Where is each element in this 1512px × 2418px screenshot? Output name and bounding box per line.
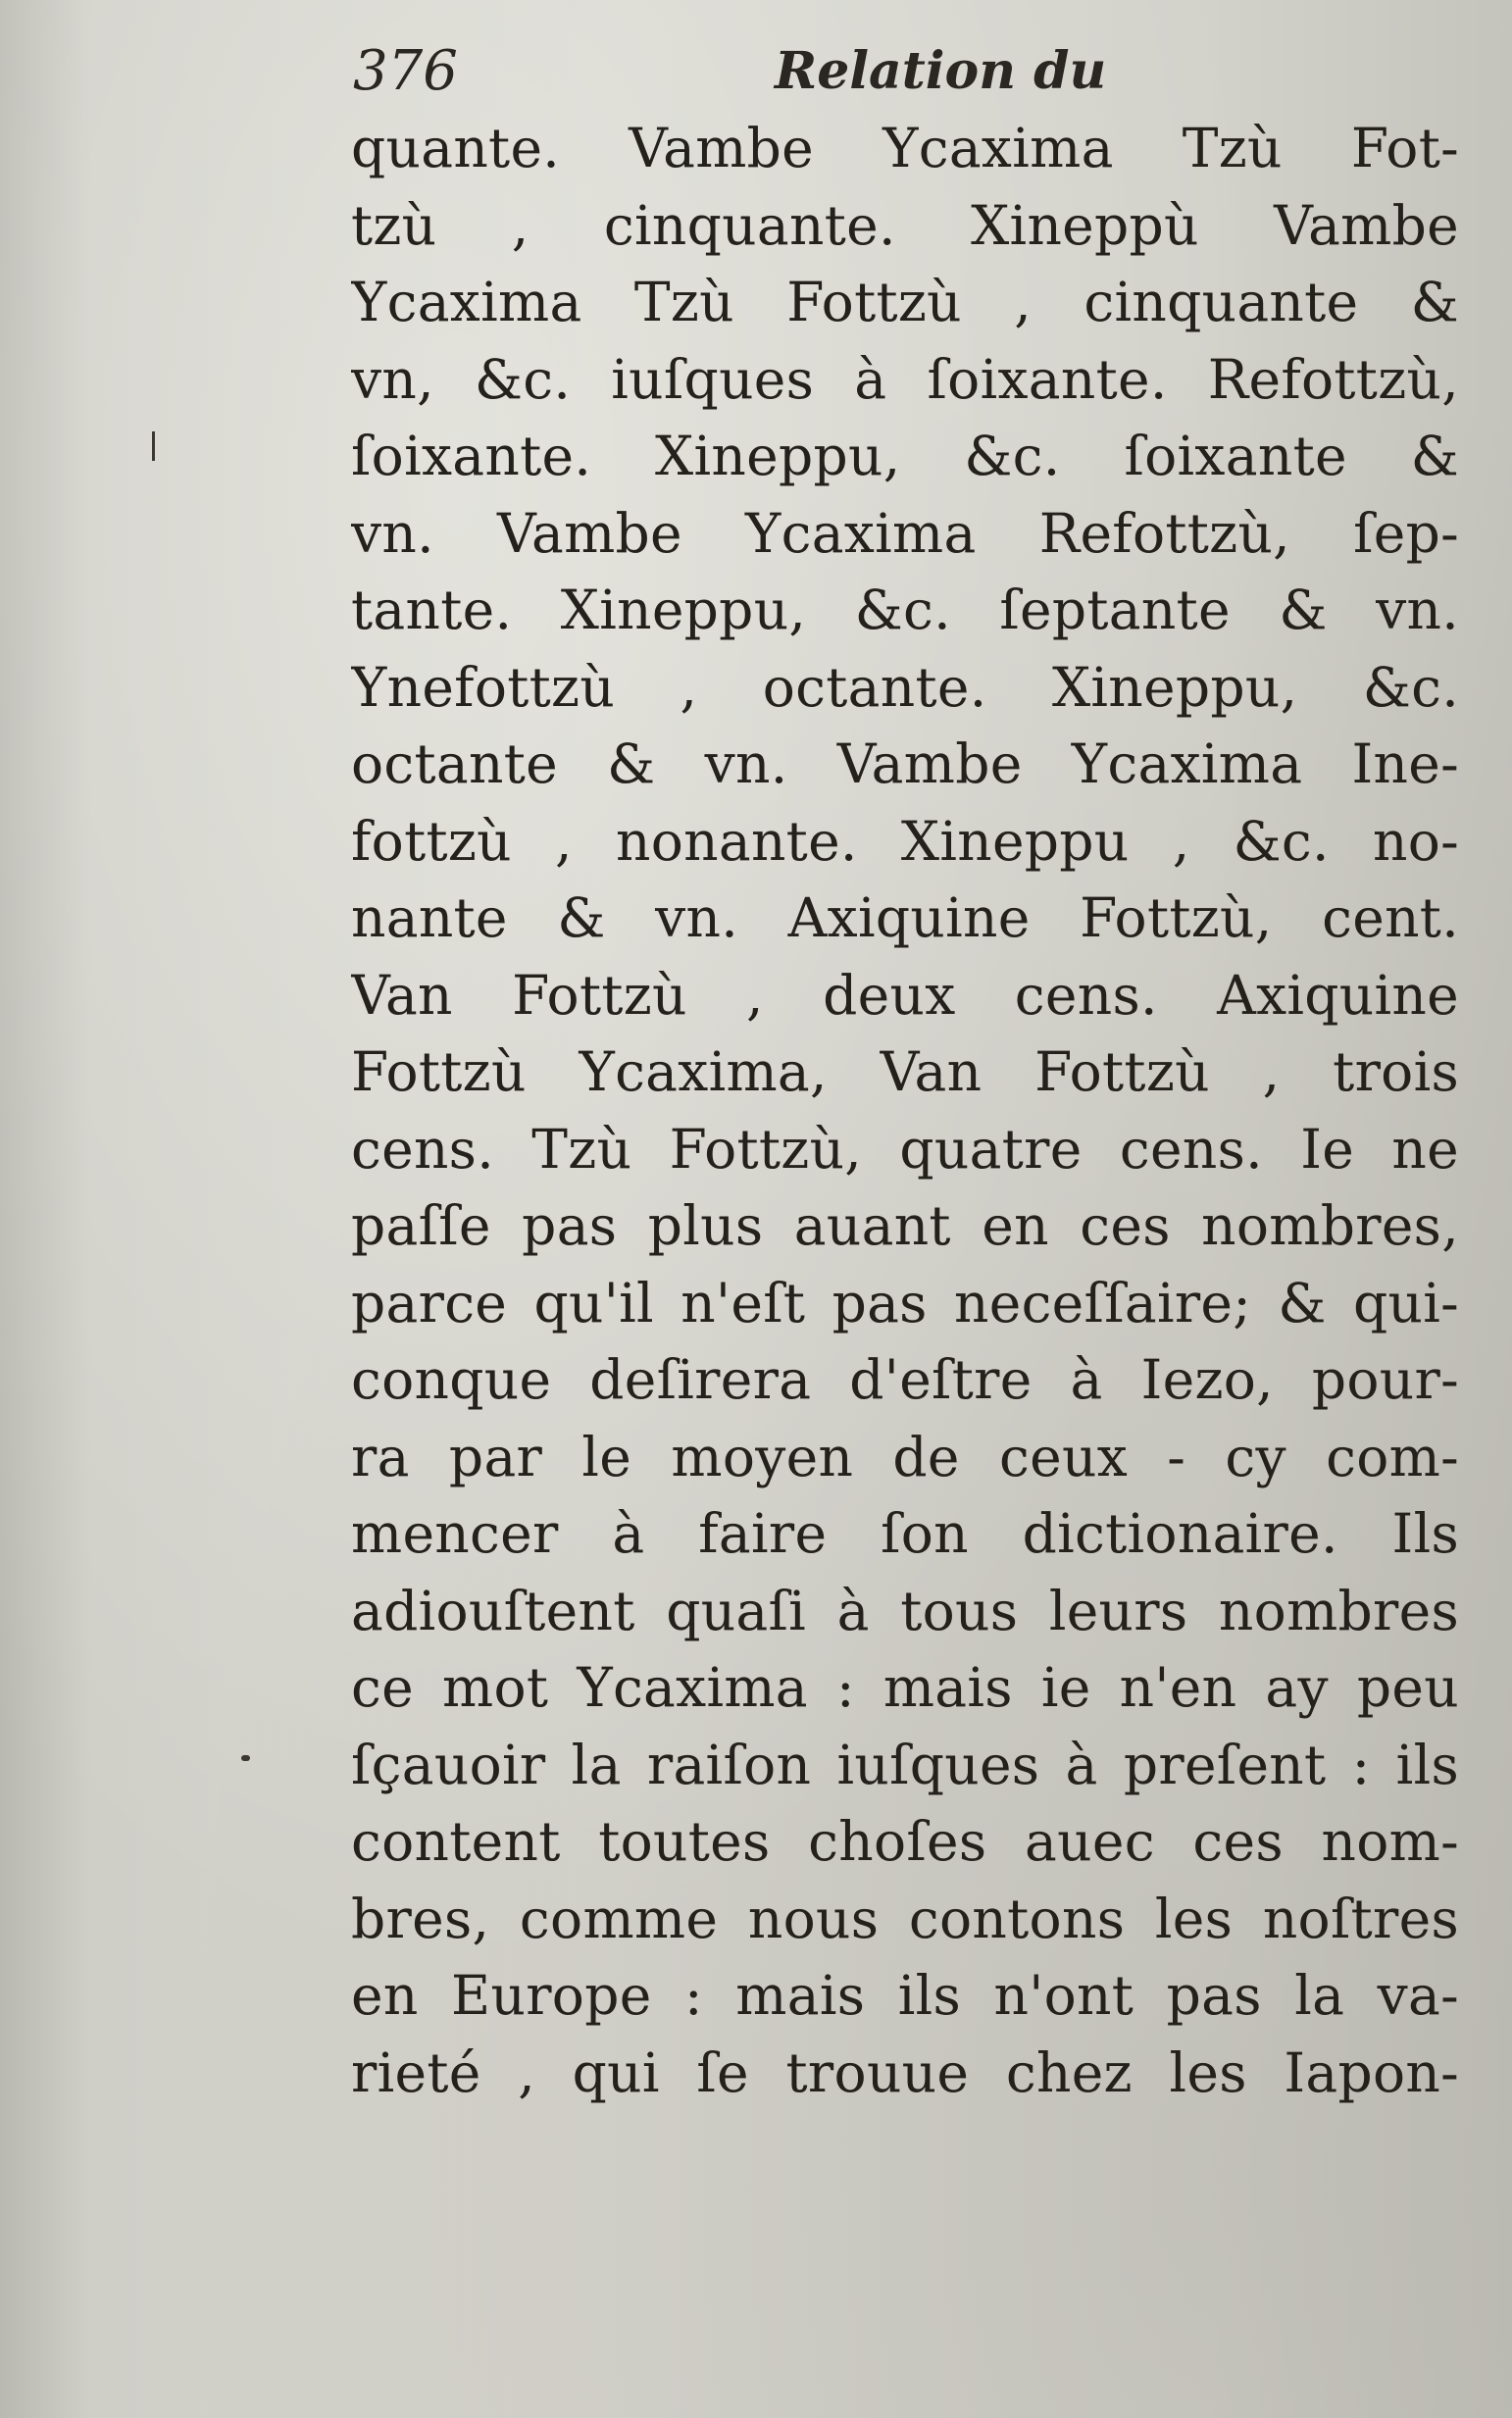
text-line: vn, &c. iuſques à ſoixante. Refottzù, <box>351 347 1459 411</box>
text-line: rieté , qui ſe trouue chez les Iapon- <box>351 2040 1459 2104</box>
text-line: ſçauoir la raiſon iuſques à preſent : ils <box>351 1733 1459 1796</box>
text-line: octante & vn. Vambe Ycaxima Ine- <box>351 732 1459 795</box>
text-line: fottzù , nonante. Xineppu , &c. no- <box>351 809 1459 873</box>
text-line: Ynefottzù , octante. Xineppu, &c. <box>351 655 1459 719</box>
text-line: adiouſtent quaſi à tous leurs nombres <box>351 1579 1459 1642</box>
text-line: bres, comme nous contons les noſtres <box>351 1887 1459 1950</box>
text-line: mencer à faire ſon dictionaire. Ils <box>351 1502 1459 1565</box>
text-line: parce qu'il n'eſt pas neceſſaire; & qui- <box>351 1271 1459 1335</box>
text-line: paſſe pas plus auant en ces nombres, <box>351 1194 1459 1257</box>
text-line: en Europe : mais ils n'ont pas la va- <box>351 1964 1459 2027</box>
text-line: quante. Vambe Ycaxima Tzù Fot- <box>351 117 1459 179</box>
margin-ink-dot <box>241 1755 250 1761</box>
text-line: vn. Vambe Ycaxima Refottzù, ſep- <box>351 501 1459 565</box>
text-line: ſoixante. Xineppu, &c. ſoixante & <box>351 425 1459 487</box>
text-line: Fottzù Ycaxima, Van Fottzù , trois <box>351 1040 1459 1103</box>
text-line: Van Fottzù , deux cens. Axiquine <box>351 963 1459 1027</box>
page-number: 376 <box>353 39 458 103</box>
text-line: conque deſirera d'eſtre à Iezo, pour- <box>351 1348 1459 1411</box>
running-title: Relation du <box>775 41 1107 101</box>
text-line: tante. Xineppu, &c. ſeptante & vn. <box>351 579 1459 641</box>
text-line: content toutes choſes auec ces nom- <box>351 1810 1459 1873</box>
text-line: tzù , cinquante. Xineppù Vambe <box>351 193 1459 257</box>
margin-ink-mark <box>152 431 155 461</box>
text-line: nante & vn. Axiquine Fottzù, cent. <box>351 886 1459 949</box>
text-line: ra par le moyen de ceux - cy com- <box>351 1425 1459 1488</box>
body-text <box>351 110 1459 2111</box>
text-line: cens. Tzù Fottzù, quatre cens. Ie ne <box>351 1117 1459 1181</box>
text-line: ce mot Ycaxima : mais ie n'en ay peu <box>351 1656 1459 1719</box>
running-head <box>353 29 1451 118</box>
text-line: Ycaxima Tzù Fottzù , cinquante & <box>351 271 1459 333</box>
